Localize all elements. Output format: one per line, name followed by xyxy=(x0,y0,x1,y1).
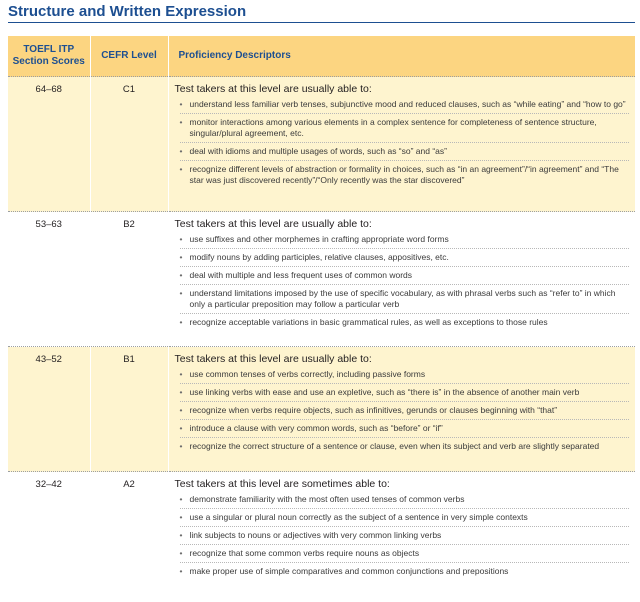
list-item-text: understand less familiar verb tenses, subjunctive mood and reduced clauses, such as “while eating” and “how to go” xyxy=(190,99,626,109)
list-item xyxy=(180,270,630,285)
list-item xyxy=(180,548,630,563)
title-underline xyxy=(8,22,635,23)
bullet-icon: • xyxy=(180,423,183,434)
list-item xyxy=(180,494,630,509)
row-descriptors xyxy=(168,212,635,347)
bullet-icon: • xyxy=(180,369,183,380)
list-item-text: monitor interactions among various elements in a complex sentence for completeness of sentence structure, singular/plural agreement, etc. xyxy=(190,117,597,138)
descriptor-lead: Test takers at this level are sometimes able to: xyxy=(175,478,630,491)
list-item xyxy=(180,317,630,331)
table-row xyxy=(8,472,635,602)
list-item xyxy=(180,99,630,114)
list-item-text: recognize when verbs require objects, such as infinitives, gerunds or clauses beginning with “that” xyxy=(190,405,558,415)
row-cefr-level: A2 xyxy=(90,472,168,602)
bullet-icon: • xyxy=(180,387,183,398)
list-item-text: deal with idioms and multiple usages of words, such as “so” and “as” xyxy=(190,146,447,156)
row-score: 64–68 xyxy=(8,77,90,212)
list-item-text: recognize acceptable variations in basic grammatical rules, as well as exceptions to those rules xyxy=(190,317,548,327)
table-row xyxy=(8,77,635,212)
table-row xyxy=(8,212,635,347)
row-score: 53–63 xyxy=(8,212,90,347)
list-item xyxy=(180,441,630,455)
list-item xyxy=(180,234,630,249)
descriptor-lead: Test takers at this level are usually able to: xyxy=(175,218,630,231)
list-item xyxy=(180,288,630,314)
list-item-text: introduce a clause with very common words, such as “before” or “if” xyxy=(190,423,443,433)
header-descriptors: Proficiency Descriptors xyxy=(168,36,635,77)
list-item xyxy=(180,369,630,384)
bullet-icon: • xyxy=(180,252,183,263)
list-item xyxy=(180,146,630,161)
list-item-text: use suffixes and other morphemes in crafting appropriate word forms xyxy=(190,234,449,244)
row-cefr-level: C1 xyxy=(90,77,168,212)
row-cefr-level: B2 xyxy=(90,212,168,347)
list-item-text: understand limitations imposed by the use of specific vocabulary, as with phrasal verbs such as “refer to” in which only a particular preposition may follow a particular verb xyxy=(190,288,616,309)
list-item-text: use a singular or plural noun correctly as the subject of a sentence in very simple contexts xyxy=(190,512,528,522)
page-title: Structure and Written Expression xyxy=(8,3,246,20)
list-item xyxy=(180,405,630,420)
bullet-icon: • xyxy=(180,234,183,245)
row-descriptors xyxy=(168,472,635,602)
list-item xyxy=(180,387,630,402)
table-row xyxy=(8,347,635,472)
bullet-icon: • xyxy=(180,566,183,577)
list-item xyxy=(180,566,630,580)
bullet-icon: • xyxy=(180,317,183,328)
bullet-icon: • xyxy=(180,146,183,157)
bullet-icon: • xyxy=(180,494,183,505)
row-cefr-level: B1 xyxy=(90,347,168,472)
row-score: 32–42 xyxy=(8,472,90,602)
list-item xyxy=(180,117,630,143)
list-item-text: link subjects to nouns or adjectives with very common linking verbs xyxy=(190,530,442,540)
bullet-icon: • xyxy=(180,270,183,281)
row-descriptors xyxy=(168,347,635,472)
list-item-text: deal with multiple and less frequent uses of common words xyxy=(190,270,413,280)
descriptor-lead: Test takers at this level are usually able to: xyxy=(175,83,630,96)
list-item-text: demonstrate familiarity with the most often used tenses of common verbs xyxy=(190,494,465,504)
bullet-icon: • xyxy=(180,441,183,452)
list-item-text: use linking verbs with ease and use an expletive, such as “there is” in the absence of another main verb xyxy=(190,387,580,397)
bullet-icon: • xyxy=(180,164,183,175)
list-item xyxy=(180,512,630,527)
row-score: 43–52 xyxy=(8,347,90,472)
bullet-icon: • xyxy=(180,548,183,559)
bullet-icon: • xyxy=(180,288,183,299)
descriptor-list xyxy=(175,99,630,189)
list-item-text: recognize different levels of abstraction or formality in choices, such as “in an agreement”/“in agreement” and “The star was just discovered recently”/“Only recently was the star discovered” xyxy=(190,164,619,185)
list-item-text: use common tenses of verbs correctly, including passive forms xyxy=(190,369,426,379)
bullet-icon: • xyxy=(180,512,183,523)
list-item-text: make proper use of simple comparatives and common conjunctions and prepositions xyxy=(190,566,509,576)
list-item-text: recognize that some common verbs require nouns as objects xyxy=(190,548,420,558)
descriptor-list xyxy=(175,369,630,455)
descriptor-list xyxy=(175,234,630,331)
bullet-icon: • xyxy=(180,117,183,128)
table-header-row xyxy=(8,36,635,77)
header-cefr-level: CEFR Level xyxy=(90,36,168,77)
descriptor-list xyxy=(175,494,630,580)
list-item-text: modify nouns by adding participles, relative clauses, appositives, etc. xyxy=(190,252,449,262)
bullet-icon: • xyxy=(180,405,183,416)
header-scores: TOEFL ITP Section Scores xyxy=(8,36,90,77)
bullet-icon: • xyxy=(180,99,183,110)
list-item-text: recognize the correct structure of a sentence or clause, even when its subject and verb are slightly separated xyxy=(190,441,600,451)
list-item xyxy=(180,252,630,267)
list-item xyxy=(180,530,630,545)
bullet-icon: • xyxy=(180,530,183,541)
list-item xyxy=(180,164,630,189)
list-item xyxy=(180,423,630,438)
proficiency-table xyxy=(8,36,635,602)
row-descriptors xyxy=(168,77,635,212)
descriptor-lead: Test takers at this level are usually able to: xyxy=(175,353,630,366)
